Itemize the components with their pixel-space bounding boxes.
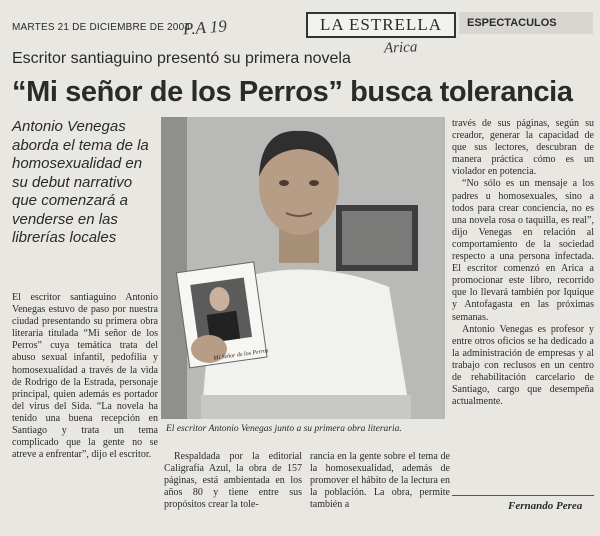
column-4-paragraph-1: través de sus páginas, según su creador, generar la capacidad de que sus lectores, descubran de manera práctica cómo es un violador en potencia. [452,118,594,178]
column-3-text: rancia en la gente sobre el tema de la homosexualidad, además de promover el hábito de la lectura en la población. La obra, permite también a [310,451,450,511]
author-photo-illustration [161,117,445,419]
article-column-1 [12,292,158,461]
author-photo [161,117,445,419]
section-label: ESPECTACULOS [459,12,593,34]
photo-caption: El escritor Antonio Venegas junto a su primera obra literaria. [166,424,402,434]
article-deck: Antonio Venegas aborda el tema de la homosexualidad en su debut narrativo que comenzará a venderse en las librerías locales [12,118,149,246]
article-kicker: Escritor santiaguino presentó su primera novela [12,50,351,67]
column-4-paragraph-3: Antonio Venegas es profesor y entre otros oficios se ha dedicado a la administración de empresas y al trabajo con reclusos en un centro de rehabilitación carcelario de Santiago, cargo que desempeña actualmente. [452,323,594,408]
handwritten-city-note: Arica [383,39,418,57]
byline-divider [452,495,594,496]
article-column-3 [310,451,450,511]
article-headline: “Mi señor de los Perros” busca tolerancia [12,76,573,108]
handwritten-page-note: P.A 19 [182,16,228,39]
book-cover-title: Mi Señor de los Perros [213,348,269,362]
article-column-4 [452,118,594,408]
column-2-text: Respaldada por la editorial Caligrafía Azul, la obra de 157 páginas, está ambientada en los años 80 y tiene entre sus propósitos crear la tole- [164,451,302,511]
newspaper-name: LA ESTRELLA [306,12,456,38]
column-1-text: El escritor santiaguino Antonio Venegas estuvo de paso por nuestra ciudad presentando su primera obra literaria titulada “Mi señor de los Perros” cuya temática trata del abuso sexual infantil, pedofilia y homosexualidad a través de la vida de Rodrigo de la Estrada, personaje principal, quien además es portador del virus del Sida. “La novela ha tenido una buena recepción en Santiago y trata un tema complicado que la gente no se atreve a enfrentar”, dijo el escritor. [12,292,158,461]
article-byline: Fernando Perea [508,500,583,512]
issue-date: MARTES 21 DE DICIEMBRE DE 2004 [12,22,191,33]
article-column-2 [164,451,302,511]
column-4-paragraph-2: “No sólo es un mensaje a los padres u homosexuales, sino a todos para crear conciencia, no es una novela rosa o taquilla, es real”, dijo Venegas en relación al comportamiento de la sociedad respecto a una persona infectada. El escritor comenzó en Arica a promocionar este libro, recorrido que lo llevará también por Iquique y Antofagasta en las próximas semanas. [452,178,594,323]
